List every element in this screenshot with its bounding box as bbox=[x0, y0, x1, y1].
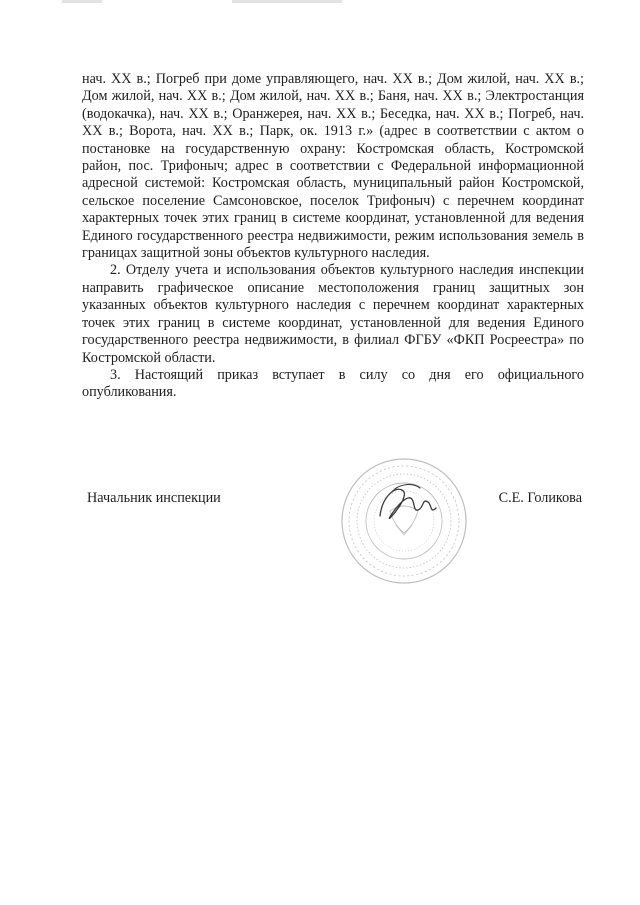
signature-block bbox=[82, 490, 584, 510]
paragraph-item-2: 2. Отделу учета и использования объектов культурного наследия инспекции направить графическое описание местоположения границ защитных зон указанных объектов культурного наследия с перечнем координат характерных точек этих границ в системе координат, установленной для ведения Единого государственного реестра недвижимости, в филиал ФГБУ «ФКП Росреестра» по Костромской области. bbox=[82, 262, 584, 366]
signature-icon bbox=[372, 478, 444, 534]
scan-edge-mark bbox=[232, 0, 342, 3]
paragraph-continuation: нач. XX в.; Погреб при доме управляющего, нач. XX в.; Дом жилой, нач. XX в.; Дом жилой, нач. XX в.; Дом жилой, нач. XX в.; Баня, нач. XX в.; Электростанция (водокачка), нач. XX в.; Оранжерея, нач. XX в.; Беседка, нач. XX в.; Погреб, нач. XX в.; Ворота, нач. XX в.; Парк, ок. 1913 г.» (адрес в соответствии с актом о постановке на государственную охрану: Костромская область, Костромской район, пос. Трифоныч; адрес в соответствии с Федеральной информационной адресной системой: Костромская область, муниципальный район Костромской, сельское поселение Самсоновское, поселок Трифоныч) с перечнем координат характерных точек этих границ в системе координат, установленной для ведения Единого государственного реестра недвижимости, режим использования земель в границах защитной зоны объектов культурного наследия. bbox=[82, 71, 584, 262]
paragraph-item-3: 3. Настоящий приказ вступает в силу со дня его официального опубликования. bbox=[82, 366, 584, 401]
document-body bbox=[82, 71, 584, 402]
scan-edge-mark bbox=[62, 0, 102, 3]
signer-name: С.Е. Голикова bbox=[498, 490, 582, 506]
signer-title: Начальник инспекции bbox=[87, 490, 221, 506]
